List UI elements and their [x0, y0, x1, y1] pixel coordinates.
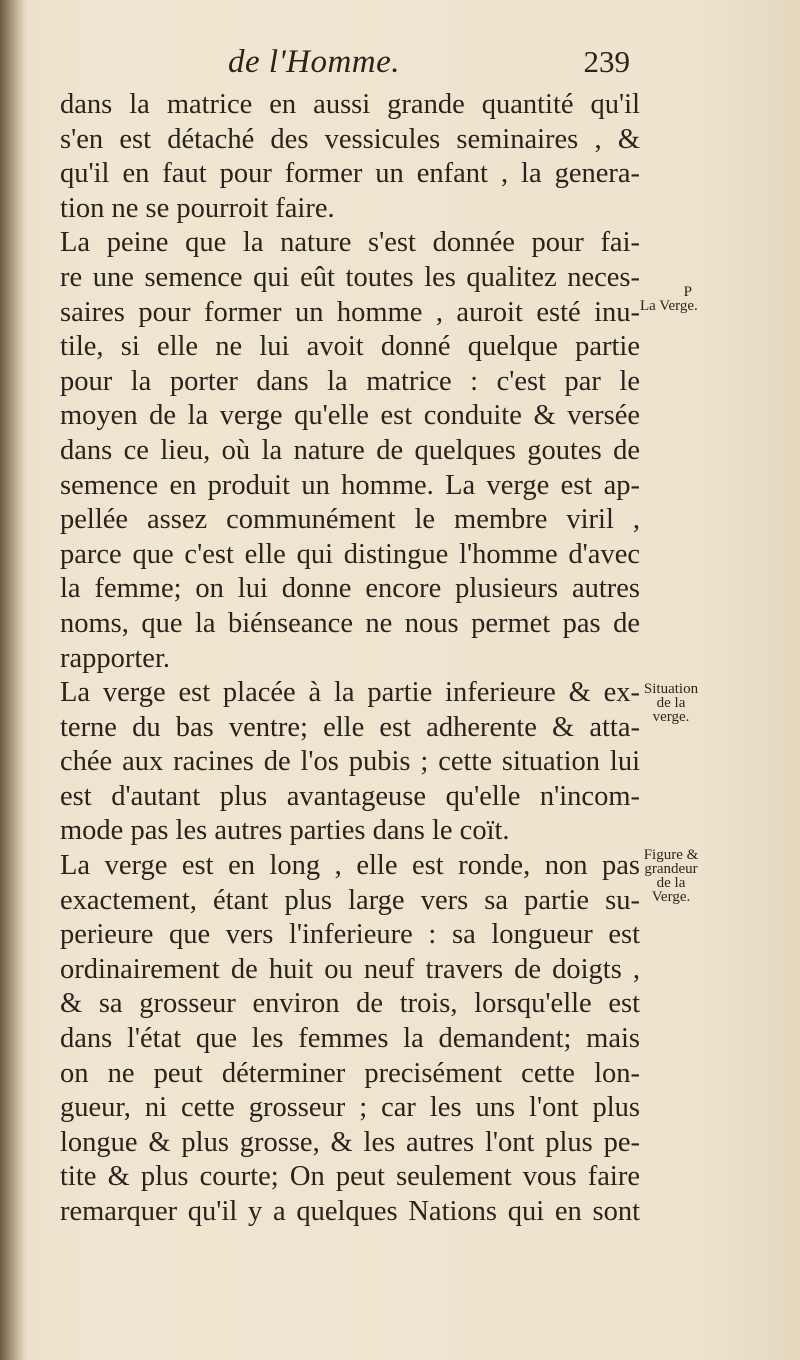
running-head [60, 44, 630, 88]
running-title: de l'Homme. [228, 44, 401, 80]
text-line: dans l'état que les femmes la demandent; mais [60, 1023, 640, 1055]
text-line: tite & plus courte; On peut seulement vous faire [60, 1161, 640, 1193]
page-gutter [0, 0, 26, 1360]
text-line: noms, que la biénseance ne nous permet pas de [60, 607, 640, 639]
margin-note-line: P [683, 284, 692, 300]
text-line: parce que c'est elle qui distingue l'homme d'avec [60, 538, 640, 570]
text-line: remarquer qu'il y a quelques Nations qui en sont [60, 1196, 640, 1227]
text-line: mode pas les autres parties dans le coït. [60, 815, 510, 847]
text-line: longue & plus grosse, & les autres l'ont plus pe- [60, 1126, 640, 1158]
text-line: moyen de la verge qu'elle est conduite & versée [60, 400, 640, 432]
margin-note-la-verge [640, 284, 698, 314]
text-line: terne du bas ventre; elle est adherente & atta- [60, 711, 640, 743]
text-line: chée aux racines de l'os pubis ; cette situation lui [60, 746, 640, 778]
text-line: ordinairement de huit ou neuf travers de doigts , [60, 953, 640, 985]
text-line: s'en est détaché des vessicules seminaires , & [60, 123, 640, 155]
text-line: on ne peut déterminer precisément cette lon- [60, 1057, 640, 1089]
margin-note-line: de la [656, 695, 686, 711]
body-text [60, 88, 640, 1230]
text-line: gueur, ni cette grosseur ; car les uns l'ont plus [60, 1092, 640, 1124]
text-line: dans la matrice en aussi grande quantité qu'il [60, 89, 640, 120]
margin-note-situation [640, 682, 702, 724]
text-line: qu'il en faut pour former un enfant , la genera- [60, 158, 640, 190]
margin-note-line: de la [656, 875, 686, 891]
text-line: pour la porter dans la matrice : c'est par le [60, 365, 640, 397]
text-line: & sa grosseur environ de trois, lorsqu'elle est [60, 988, 640, 1020]
text-line: dans ce lieu, où la nature de quelques goutes de [60, 434, 640, 466]
text-line: exactement, étant plus large vers sa partie su- [60, 884, 640, 916]
text-line: re une semence qui eût toutes les qualitez neces- [60, 261, 640, 293]
text-line: semence en produit un homme. La verge est ap- [60, 469, 640, 501]
margin-note-line: grandeur [644, 861, 698, 877]
page-number: 239 [583, 44, 630, 79]
margin-note-figure [640, 848, 702, 904]
text-line: pellée assez communément le membre viril , [60, 504, 640, 536]
margin-note-line: Situation [643, 681, 699, 697]
text-line: la femme; on lui donne encore plusieurs autres [60, 573, 640, 605]
text-line: est d'autant plus avantageuse qu'elle n'incom- [60, 780, 640, 812]
margin-note-line: Figure & [643, 847, 699, 863]
margin-note-line: Verge. [651, 889, 691, 905]
text-line: tion ne se pourroit faire. [60, 192, 335, 224]
margin-note-line: La Verge. [640, 298, 698, 314]
text-line: La verge est en long , elle est ronde, non pas [60, 850, 640, 882]
text-line: tile, si elle ne lui avoit donné quelque partie [60, 331, 640, 363]
text-line: saires pour former un homme , auroit esté inu- [60, 296, 640, 328]
text-line: perieure que vers l'inferieure : sa longueur est [60, 919, 640, 951]
text-line: rapporter. [60, 642, 170, 674]
margin-note-line: verge. [652, 709, 690, 725]
text-line: La verge est placée à la partie inferieure & ex- [60, 677, 640, 709]
text-line: La peine que la nature s'est donnée pour fai- [60, 227, 640, 259]
